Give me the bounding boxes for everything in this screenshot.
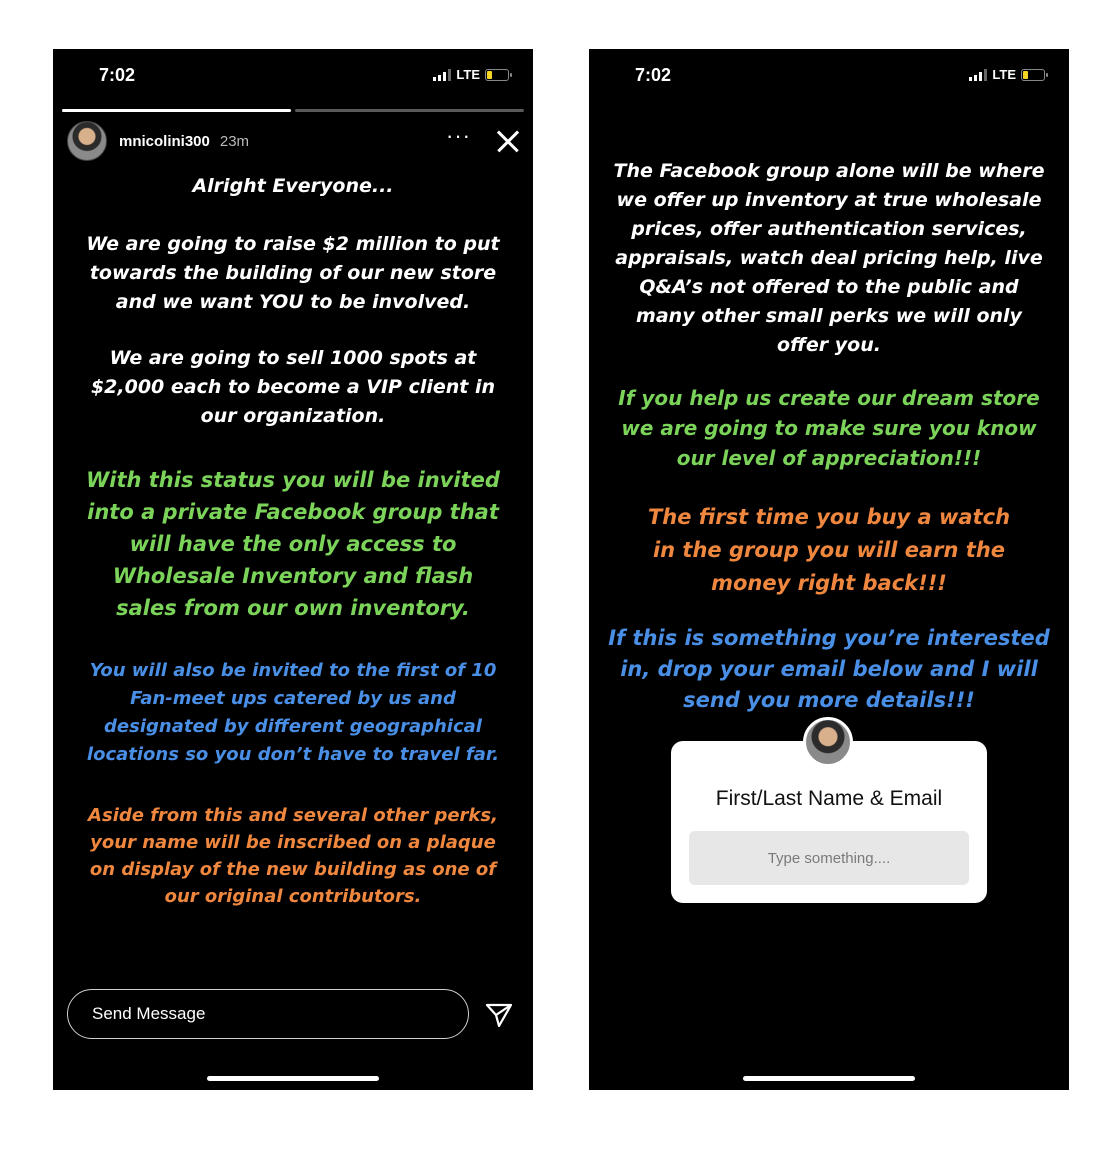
signal-icon: [969, 69, 987, 81]
send-icon[interactable]: [485, 1002, 513, 1028]
story-text-spots: We are going to sell 1000 spots at $2,000 each to become a VIP client in our organization.: [90, 347, 496, 427]
question-sticker-avatar: [803, 717, 853, 767]
status-bar: [589, 49, 1069, 103]
story-text-first-watch: The first time you buy a watch in the group you will earn the money right back!!!: [647, 505, 1011, 595]
battery-icon: [1021, 69, 1045, 81]
status-time: 7:02: [635, 65, 672, 85]
story-screen-right: [589, 49, 1069, 1090]
story-text-status-perk: With this status you will be invited into a private Facebook group that will have the only access to Wholesale Inventory and flash sales from our own inventory.: [86, 468, 500, 620]
post-time: 23m: [219, 132, 250, 150]
signal-icon: [433, 69, 451, 81]
battery-icon: [485, 69, 509, 81]
network-label: LTE: [456, 67, 480, 82]
question-sticker-input[interactable]: Type something....: [689, 831, 969, 885]
question-sticker-title: First/Last Name & Email: [715, 787, 943, 810]
status-icons: [969, 67, 1045, 82]
story-progress-segment: [295, 109, 524, 112]
send-message-input[interactable]: [67, 989, 469, 1039]
more-options-icon[interactable]: ···: [446, 123, 471, 148]
avatar[interactable]: [67, 121, 107, 161]
send-message-placeholder: Send Message: [92, 1004, 206, 1023]
home-indicator[interactable]: [207, 1076, 379, 1081]
story-text-fan-meet: You will also be invited to the first of 10 Fan-meet ups catered by us and designated by different geographical locations so you don’t have to travel far.: [86, 660, 500, 765]
story-header: [67, 121, 523, 161]
network-label: LTE: [992, 67, 1016, 82]
story-screen-left: [53, 49, 533, 1090]
status-bar: [53, 49, 533, 103]
story-progress-segment: [62, 109, 291, 112]
story-text-interested: If this is something you’re interested in, drop your email below and I will send you more details!!!: [608, 626, 1050, 712]
story-text-raise: We are going to raise $2 million to put towards the building of our new store and we want YOU to be involved.: [86, 233, 500, 313]
status-icons: [433, 67, 509, 82]
story-text-plaque: Aside from this and several other perks, your name will be inscribed on a plaque on display of the new building as one of our original contributors.: [88, 805, 498, 907]
username[interactable]: mnicolini300: [119, 132, 210, 150]
story-progress: [62, 109, 524, 112]
close-icon[interactable]: [493, 126, 523, 156]
status-time: 7:02: [99, 65, 136, 85]
story-text-intro: Alright Everyone...: [192, 175, 394, 197]
story-text-dream-store: If you help us create our dream store we are going to make sure you know our level of appreciation!!!: [618, 386, 1040, 470]
story-text-facebook-group: The Facebook group alone will be where we offer up inventory at true wholesale prices, offer authentication services, appraisals, watch deal pricing help, live Q&A’s not offered to the public and many other small perks we will only offer you.: [613, 160, 1045, 356]
home-indicator[interactable]: [743, 1076, 915, 1081]
